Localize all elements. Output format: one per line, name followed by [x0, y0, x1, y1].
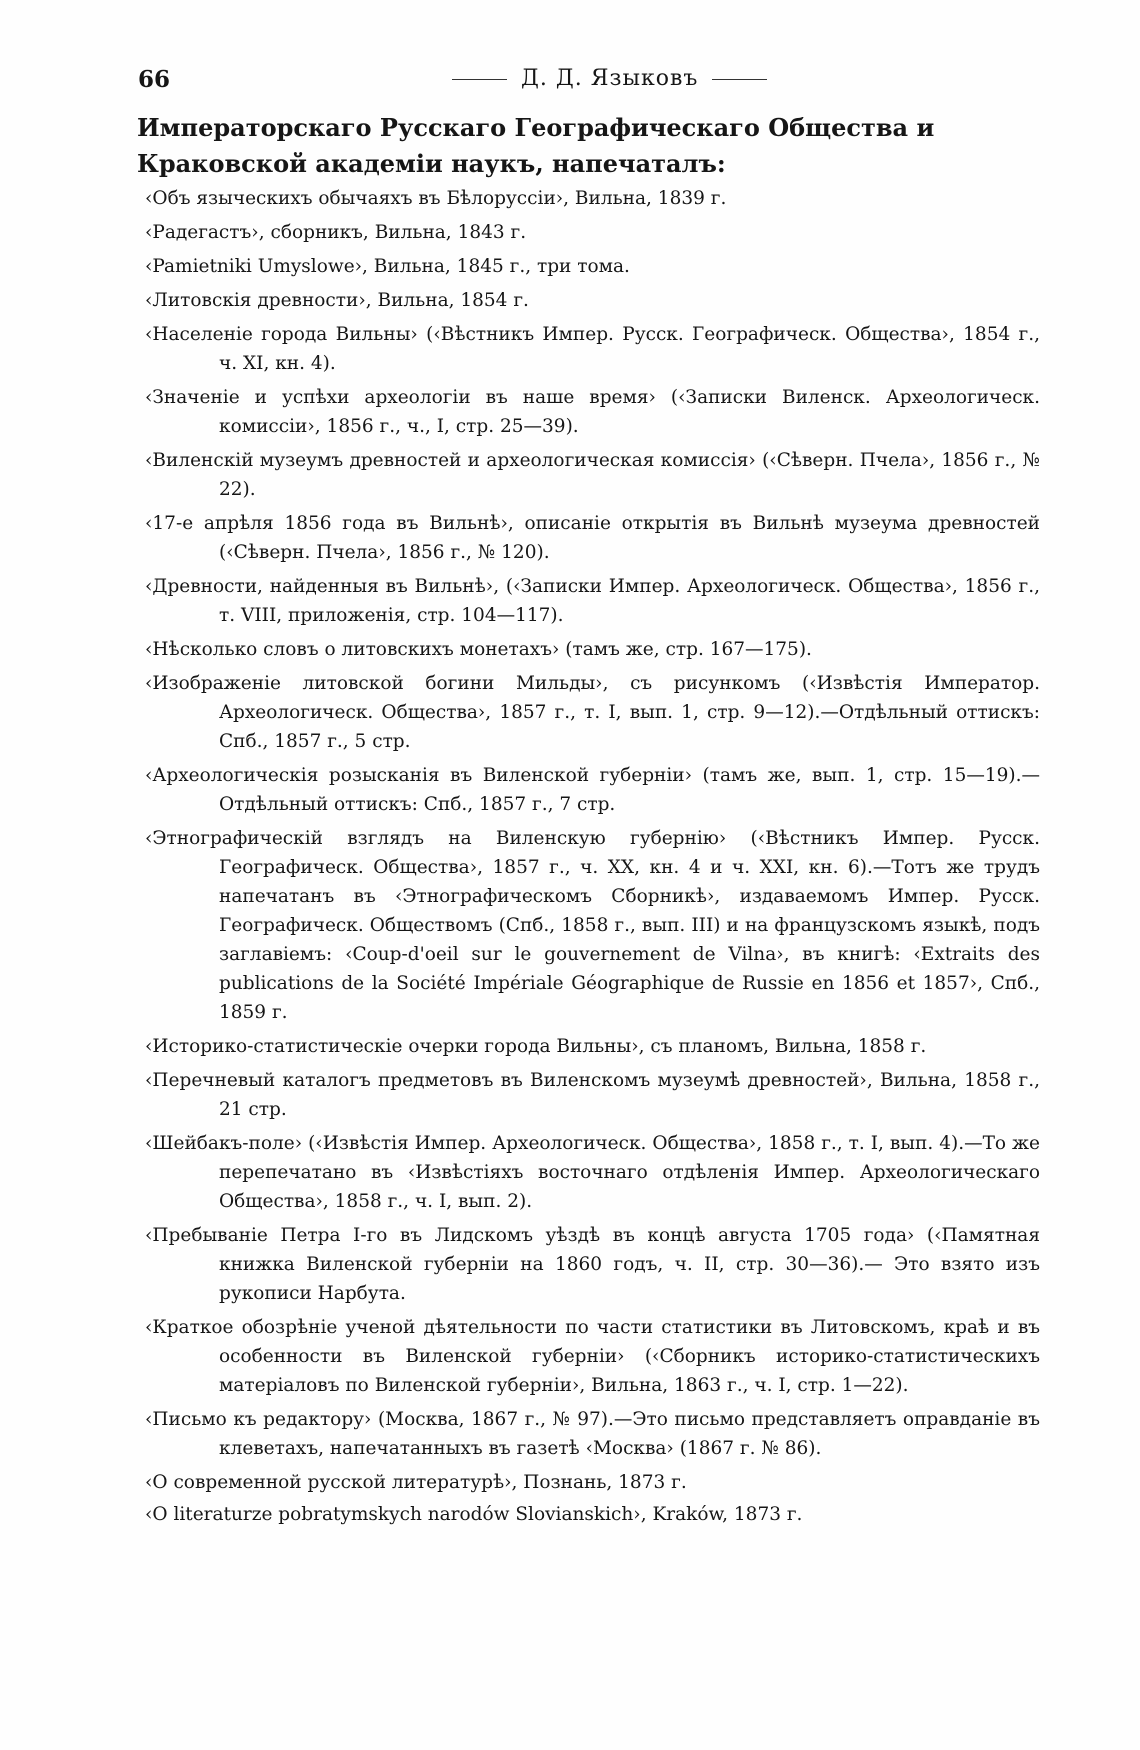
bibliography-entry: ‹Населеніе города Вильны› (‹Вѣстникъ Импер. Русск. Географическ. Общества›, 1854 г., ч. XI, кн. 4).: [145, 324, 1040, 374]
bibliography-entry: ‹Нѣсколько словъ о литовскихъ монетахъ› (тамъ же, стр. 167—175).: [145, 639, 812, 660]
bibliography-entry: ‹Литовскія древности›, Вильна, 1854 г.: [145, 290, 529, 311]
bibliography-entry: ‹Pamietniki Umyslowe›, Вильна, 1845 г., три тома.: [145, 256, 630, 277]
bibliography-entry: ‹O literaturze pobratymskych narodów Slovianskich›, Kraków, 1873 г.: [145, 1504, 803, 1525]
bibliography-entry: ‹Значеніе и успѣхи археологіи въ наше время› (‹Записки Виленск. Археологическ. комиссіи›, 1856 г., ч., I, стр. 25—39).: [145, 387, 1040, 437]
bibliography-entry: ‹О современной русской литературѣ›, Познань, 1873 г.: [145, 1472, 687, 1493]
right-rule: [712, 79, 767, 80]
bibliography-entry: ‹Краткое обозрѣніе ученой дѣятельности по части статистики въ Литовскомъ, краѣ и въ особенности въ Виленской губерніи› (‹Сборникъ историко-статистическихъ матеріаловъ по Виленской губерніи›, Вильна, 1863 г., ч. I, стр. 1—22).: [145, 1317, 1040, 1396]
bibliography-entry: ‹17-е апрѣля 1856 года въ Вильнѣ›, описаніе открытія въ Вильнѣ музеума древностей (‹Сѣверн. Пчела›, 1856 г., № 120).: [145, 513, 1040, 563]
intro-paragraph: Императорскаго Русскаго Географическаго Общества и Краковской академіи наукъ, напечаталъ:: [137, 113, 935, 178]
page-header: [138, 66, 1038, 102]
bibliography-entry: ‹Объ языческихъ обычаяхъ въ Бѣлоруссіи›, Вильна, 1839 г.: [145, 188, 727, 209]
left-rule: [452, 79, 507, 80]
bibliography-entry: ‹Радегастъ›, сборникъ, Вильна, 1843 г.: [145, 222, 527, 243]
bibliography-entry: ‹Шейбакъ-поле› (‹Извѣстія Импер. Археологическ. Общества›, 1858 г., т. I, вып. 4).—То же перепечатано въ ‹Извѣстіяхъ восточнаго отдѣленія Импер. Археологическаго Общества›, 1858 г., ч. I, вып. 2).: [145, 1133, 1040, 1212]
bibliography-entry: ‹Перечневый каталогъ предметовъ въ Виленскомъ музеумѣ древностей›, Вильна, 1858 г., 21 стр.: [145, 1070, 1040, 1120]
bibliography-entry: ‹Изображеніе литовской богини Мильды›, съ рисункомъ (‹Извѣстія Император. Археологическ. Общества›, 1857 г., т. I, вып. 1, стр. 9—12).—Отдѣльный оттискъ: Спб., 1857 г., 5 стр.: [145, 673, 1040, 752]
bibliography-entry: ‹Пребываніе Петра I-го въ Лидскомъ уѣздѣ въ концѣ августа 1705 года› (‹Памятная книжка Виленской губерніи на 1860 годъ, ч. II, стр. 30—36).— Это взято изъ рукописи Нарбута.: [145, 1225, 1040, 1304]
bibliography-entry: ‹Этнографическій взглядъ на Виленскую губернію› (‹Вѣстникъ Импер. Русск. Географическ. Общества›, 1857 г., ч. XX, кн. 4 и ч. XXI, кн. 6).—Тотъ же трудъ напечатанъ въ ‹Этнографическомъ Сборникѣ›, издаваемомъ Импер. Русск. Географическ. Обществомъ (Спб., 1858 г., вып. III) и на французскомъ языкѣ, подъ заглавіемъ: ‹Coup-d'oeil sur le gouvernement de Vilna›, въ книгѣ: ‹Extraits des publications de la Société Impériale Géographique de Russie en 1856 et 1857›, Спб., 1859 г.: [145, 828, 1040, 1023]
running-title-wrap: [438, 66, 781, 91]
bibliography-entry: ‹Историко-статистическіе очерки города Вильны›, съ планомъ, Вильна, 1858 г.: [145, 1036, 927, 1057]
bibliography-entry: ‹Виленскій музеумъ древностей и археологическая комиссія› (‹Сѣверн. Пчела›, 1856 г., № 22).: [145, 450, 1040, 500]
page-number: 66: [138, 66, 171, 93]
bibliography-entry: ‹Древности, найденныя въ Вильнѣ›, (‹Записки Импер. Археологическ. Общества›, 1856 г., т. VIII, приложенія, стр. 104—117).: [145, 576, 1040, 626]
bibliography-list: [145, 184, 1040, 1532]
bibliography-entry: ‹Археологическія розысканія въ Виленской губерніи› (тамъ же, вып. 1, стр. 15—19).—Отдѣльный оттискъ: Спб., 1857 г., 7 стр.: [145, 765, 1040, 815]
running-title: Д. Д. Языковъ: [521, 66, 699, 91]
bibliography-entry: ‹Письмо къ редактору› (Москва, 1867 г., № 97).—Это письмо представляетъ оправданіе въ клеветахъ, напечатанныхъ въ газетѣ ‹Москва› (1867 г. № 86).: [145, 1409, 1040, 1459]
